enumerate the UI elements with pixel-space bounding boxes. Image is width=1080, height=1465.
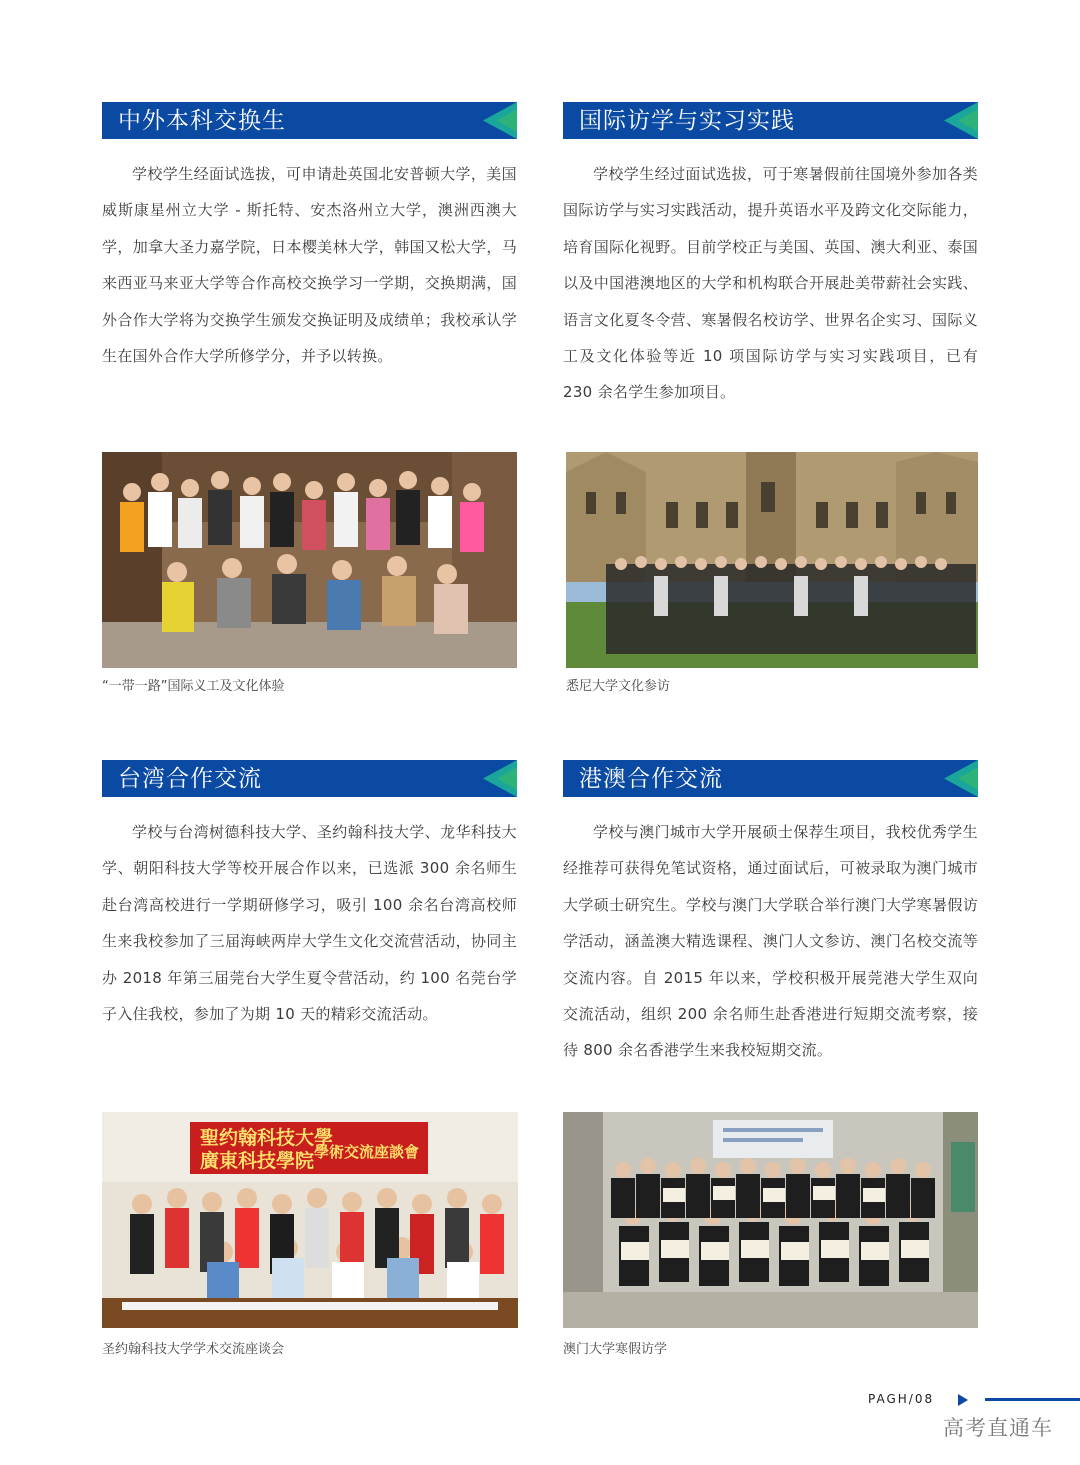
photo-macau-group: [563, 1112, 978, 1328]
triangle-arrow-icon: [483, 102, 517, 139]
section-taiwan-exchange: [102, 760, 517, 1032]
photo-caption: 悉尼大学文化参访: [566, 679, 671, 694]
section-title: 台湾合作交流: [118, 766, 262, 792]
section-body: 学校与澳门城市大学开展硕士保荐生项目，我校优秀学生经推荐可获得免笔试资格，通过面试后，可被录取为澳门城市大学硕士研究生。学校与澳门大学联合举行澳门大学寒暑假访学活动，涵盖澳大精选课程、澳门人文参访、澳门名校交流等交流内容。自 2015 年以来，学校积极开展莞港大学生双向交流活动，组织 200 余名师生赴香港进行短期交流考察，接待 800 余名香港学生来我校短期交流。: [563, 823, 978, 1060]
watermark-text: 高考直通车: [943, 1416, 1053, 1440]
section-international-visits: [563, 102, 978, 411]
section-title: 国际访学与实习实践: [579, 108, 795, 134]
section-title: 港澳合作交流: [579, 766, 723, 792]
section-body: 学校与台湾树德科技大学、圣约翰科技大学、龙华科技大学、朝阳科技大学等校开展合作以来，已选派 300 余名师生赴台湾高校进行一学期研修学习，吸引 100 余名台湾高校师生来我校参加了三届海峡两岸大学生文化交流营活动，协同主办 2018 年第三届莞台大学生夏令营活动，约 100 名莞台学子入住我校，参加了为期 10 天的精彩交流活动。: [102, 823, 517, 1024]
section-exchange-students: [102, 102, 517, 374]
section-body: 学校学生经面试选拔，可申请赴英国北安普顿大学，美国威斯康星州立大学 - 斯托特、安杰洛州立大学，澳洲西澳大学，加拿大圣力嘉学院，日本樱美林大学，韩国又松大学，马来西亚马来亚大学等合作高校交换学习一学期，交换期满，国外合作大学将为交换学生颁发交换证明及成绩单；我校承认学生在国外合作大学所修学分，并予以转换。: [102, 165, 517, 366]
photo-banner-line1: 聖约翰科技大學: [200, 1127, 334, 1149]
section-title: 中外本科交换生: [118, 108, 286, 134]
photo-caption: 澳门大学寒假访学: [563, 1342, 668, 1357]
page-number: PAGH/08: [868, 1392, 935, 1406]
photo-banner-line2: 廣東科技學院: [200, 1150, 315, 1172]
section-title-banner: [102, 760, 517, 797]
footer-divider: [985, 1398, 1080, 1401]
photo-caption: “一带一路”国际义工及文化体验: [102, 679, 285, 694]
section-title-banner: [102, 102, 517, 139]
photo-sydney-university: [566, 452, 978, 668]
play-arrow-icon: [958, 1394, 968, 1406]
section-hk-macao-exchange: [563, 760, 978, 1069]
section-title-banner: [563, 760, 978, 797]
photo-caption: 圣约翰科技大学学术交流座谈会: [102, 1342, 285, 1357]
photo-volunteer-group: [102, 452, 517, 668]
section-title-banner: [563, 102, 978, 139]
section-body: 学校学生经过面试选拔，可于寒暑假前往国境外参加各类国际访学与实习实践活动，提升英语水平及跨文化交际能力，培育国际化视野。目前学校正与美国、英国、澳大利亚、泰国以及中国港澳地区的大学和机构联合开展赴美带薪社会实践、语言文化夏冬令营、寒暑假名校访学、世界名企实习、国际义工及文化体验等近 10 项国际访学与实习实践项目，已有 230 余名学生参加项目。: [563, 165, 978, 402]
triangle-arrow-icon: [483, 760, 517, 797]
triangle-arrow-icon: [944, 760, 978, 797]
photo-banner-right: 學術交流座談會: [314, 1143, 420, 1161]
photo-seminar-group: [102, 1112, 518, 1328]
triangle-arrow-icon: [944, 102, 978, 139]
